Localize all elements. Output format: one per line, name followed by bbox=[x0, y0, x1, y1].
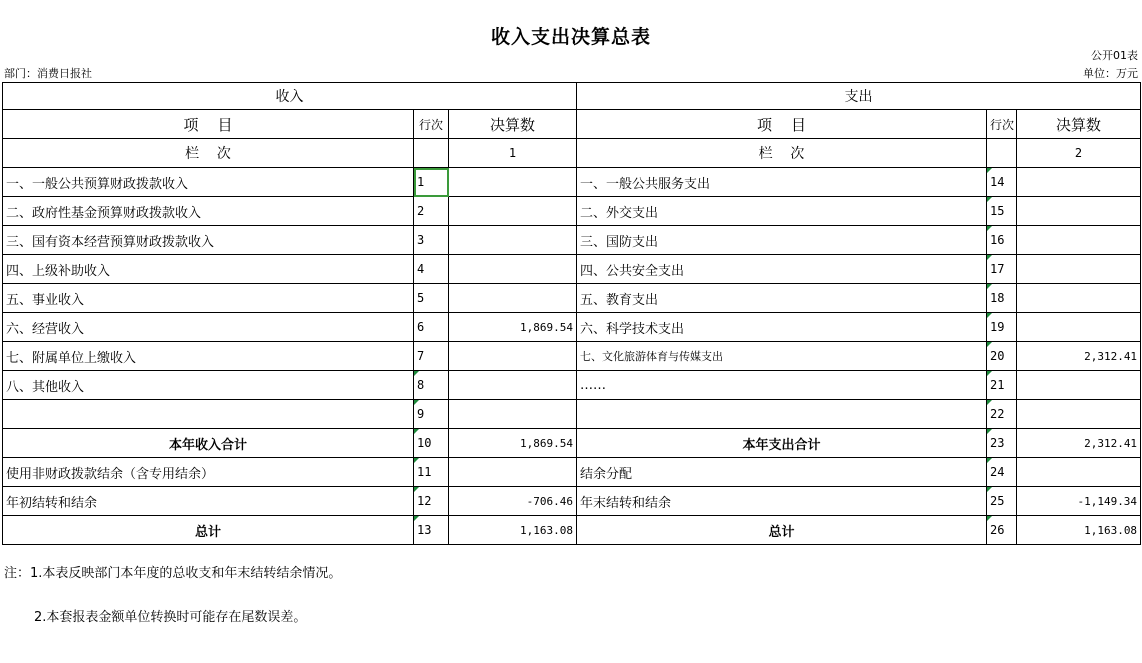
expense-row-no-cell[interactable]: 20 bbox=[987, 342, 1017, 371]
expense-amount-cell[interactable] bbox=[1017, 400, 1141, 429]
expense-amount-cell[interactable] bbox=[1017, 168, 1141, 197]
expense-item-cell[interactable]: 总计 bbox=[577, 516, 987, 545]
expense-amount-cell[interactable] bbox=[1017, 284, 1141, 313]
expense-row-no-cell[interactable]: 24 bbox=[987, 458, 1017, 487]
income-amount-header[interactable]: 决算数 bbox=[449, 110, 577, 139]
income-row-no-blank[interactable] bbox=[414, 139, 449, 168]
expense-item-cell[interactable]: 三、国防支出 bbox=[577, 226, 987, 255]
income-item-cell[interactable]: 六、经营收入 bbox=[3, 313, 414, 342]
expense-row-no-cell[interactable]: 22 bbox=[987, 400, 1017, 429]
expense-row-no-blank[interactable] bbox=[987, 139, 1017, 168]
expense-item-cell[interactable]: 本年支出合计 bbox=[577, 429, 987, 458]
income-item-cell[interactable]: 年初结转和结余 bbox=[3, 487, 414, 516]
income-row-no-cell[interactable]: 11 bbox=[414, 458, 449, 487]
expense-amount-cell[interactable] bbox=[1017, 458, 1141, 487]
expense-item-cell[interactable]: 六、科学技术支出 bbox=[577, 313, 987, 342]
table-row bbox=[3, 255, 1141, 284]
header-row-column-index bbox=[3, 139, 1141, 168]
expense-amount-cell[interactable] bbox=[1017, 313, 1141, 342]
table-row bbox=[3, 458, 1141, 487]
expense-amount-cell[interactable]: 1,163.08 bbox=[1017, 516, 1141, 545]
table-row bbox=[3, 487, 1141, 516]
income-row-no-cell[interactable]: 2 bbox=[414, 197, 449, 226]
expense-amount-cell[interactable]: 2,312.41 bbox=[1017, 342, 1141, 371]
income-item-cell[interactable] bbox=[3, 400, 414, 429]
table-row bbox=[3, 516, 1141, 545]
income-amount-cell[interactable] bbox=[449, 400, 577, 429]
income-amount-cell[interactable] bbox=[449, 197, 577, 226]
income-item-cell[interactable]: 五、事业收入 bbox=[3, 284, 414, 313]
expense-amount-cell[interactable]: -1,149.34 bbox=[1017, 487, 1141, 516]
department-label: 部门：消费日报社 bbox=[4, 67, 92, 80]
expense-item-cell[interactable]: 结余分配 bbox=[577, 458, 987, 487]
expense-item-cell[interactable]: 年末结转和结余 bbox=[577, 487, 987, 516]
table-row bbox=[3, 371, 1141, 400]
income-item-cell[interactable]: 八、其他收入 bbox=[3, 371, 414, 400]
expense-row-no-cell[interactable]: 25 bbox=[987, 487, 1017, 516]
expense-row-no-cell[interactable]: 19 bbox=[987, 313, 1017, 342]
income-row-no-cell[interactable]: 7 bbox=[414, 342, 449, 371]
income-item-cell[interactable]: 总计 bbox=[3, 516, 414, 545]
table-row bbox=[3, 342, 1141, 371]
income-amount-cell[interactable]: -706.46 bbox=[449, 487, 577, 516]
income-item-cell[interactable]: 一、一般公共预算财政拨款收入 bbox=[3, 168, 414, 197]
income-amount-cell[interactable] bbox=[449, 284, 577, 313]
table-row bbox=[3, 197, 1141, 226]
income-row-no-cell[interactable]: 1 bbox=[414, 168, 449, 197]
expense-amount-cell[interactable] bbox=[1017, 197, 1141, 226]
expense-item-cell[interactable]: 一、一般公共服务支出 bbox=[577, 168, 987, 197]
income-amount-cell[interactable] bbox=[449, 371, 577, 400]
expense-item-cell[interactable]: 四、公共安全支出 bbox=[577, 255, 987, 284]
income-item-cell[interactable]: 四、上级补助收入 bbox=[3, 255, 414, 284]
income-row-no-cell[interactable]: 4 bbox=[414, 255, 449, 284]
expense-item-cell[interactable]: 七、文化旅游体育与传媒支出 bbox=[577, 342, 987, 371]
income-amount-cell[interactable] bbox=[449, 168, 577, 197]
report-title: 收入支出决算总表 bbox=[490, 26, 651, 48]
income-column-label[interactable]: 栏 次 bbox=[3, 139, 414, 168]
income-item-cell[interactable]: 二、政府性基金预算财政拨款收入 bbox=[3, 197, 414, 226]
expense-row-no-cell[interactable]: 21 bbox=[987, 371, 1017, 400]
expense-item-cell[interactable]: 五、教育支出 bbox=[577, 284, 987, 313]
expense-row-no-cell[interactable]: 18 bbox=[987, 284, 1017, 313]
income-section-header[interactable]: 收入 bbox=[3, 83, 577, 110]
expense-amount-cell[interactable] bbox=[1017, 255, 1141, 284]
income-row-no-cell[interactable]: 5 bbox=[414, 284, 449, 313]
table-row bbox=[3, 429, 1141, 458]
income-item-cell[interactable]: 本年收入合计 bbox=[3, 429, 414, 458]
note-line-2: 2.本套报表金额单位转换时可能存在尾数误差。 bbox=[34, 610, 307, 625]
expense-row-no-header[interactable]: 行次 bbox=[987, 110, 1017, 139]
table-row bbox=[3, 313, 1141, 342]
table-row bbox=[3, 400, 1141, 429]
income-row-no-cell[interactable]: 12 bbox=[414, 487, 449, 516]
expense-item-header[interactable]: 项 目 bbox=[577, 110, 987, 139]
expense-amount-cell[interactable] bbox=[1017, 371, 1141, 400]
header-row-sections bbox=[3, 83, 1141, 110]
table-row bbox=[3, 284, 1141, 313]
income-item-cell[interactable]: 三、国有资本经营预算财政拨款收入 bbox=[3, 226, 414, 255]
expense-section-header[interactable]: 支出 bbox=[577, 83, 1141, 110]
income-amount-cell[interactable] bbox=[449, 255, 577, 284]
note-line-1: 注：1.本表反映部门本年度的总收支和年末结转结余情况。 bbox=[4, 566, 342, 581]
income-amount-cell[interactable]: 1,163.08 bbox=[449, 516, 577, 545]
income-amount-cell[interactable] bbox=[449, 226, 577, 255]
expense-row-no-cell[interactable]: 15 bbox=[987, 197, 1017, 226]
income-row-no-header[interactable]: 行次 bbox=[414, 110, 449, 139]
expense-column-label[interactable]: 栏 次 bbox=[577, 139, 987, 168]
income-item-cell[interactable]: 七、附属单位上缴收入 bbox=[3, 342, 414, 371]
income-row-no-cell[interactable]: 10 bbox=[414, 429, 449, 458]
form-number: 公开01表 bbox=[1091, 49, 1138, 62]
table-row bbox=[3, 168, 1141, 197]
expense-item-cell[interactable] bbox=[577, 400, 987, 429]
expense-row-no-cell[interactable]: 16 bbox=[987, 226, 1017, 255]
expense-column-index[interactable]: 2 bbox=[1017, 139, 1141, 168]
income-row-no-cell[interactable]: 3 bbox=[414, 226, 449, 255]
income-column-index[interactable]: 1 bbox=[449, 139, 577, 168]
table-row bbox=[3, 226, 1141, 255]
expense-row-no-cell[interactable]: 14 bbox=[987, 168, 1017, 197]
expense-amount-header[interactable]: 决算数 bbox=[1017, 110, 1141, 139]
income-row-no-cell[interactable]: 6 bbox=[414, 313, 449, 342]
income-row-no-cell[interactable]: 8 bbox=[414, 371, 449, 400]
income-amount-cell[interactable] bbox=[449, 342, 577, 371]
expense-row-no-cell[interactable]: 23 bbox=[987, 429, 1017, 458]
unit-label: 单位：万元 bbox=[1083, 67, 1138, 80]
income-amount-cell[interactable] bbox=[449, 458, 577, 487]
expense-item-cell[interactable]: 二、外交支出 bbox=[577, 197, 987, 226]
income-row-no-cell[interactable]: 9 bbox=[414, 400, 449, 429]
expense-amount-cell[interactable]: 2,312.41 bbox=[1017, 429, 1141, 458]
income-amount-cell[interactable]: 1,869.54 bbox=[449, 429, 577, 458]
expense-row-no-cell[interactable]: 26 bbox=[987, 516, 1017, 545]
expense-amount-cell[interactable] bbox=[1017, 226, 1141, 255]
summary-table bbox=[2, 82, 1141, 545]
income-item-cell[interactable]: 使用非财政拨款结余（含专用结余） bbox=[3, 458, 414, 487]
income-amount-cell[interactable]: 1,869.54 bbox=[449, 313, 577, 342]
income-item-header[interactable]: 项 目 bbox=[3, 110, 414, 139]
expense-item-cell[interactable]: …… bbox=[577, 371, 987, 400]
income-row-no-cell[interactable]: 13 bbox=[414, 516, 449, 545]
header-row-columns bbox=[3, 110, 1141, 139]
expense-row-no-cell[interactable]: 17 bbox=[987, 255, 1017, 284]
